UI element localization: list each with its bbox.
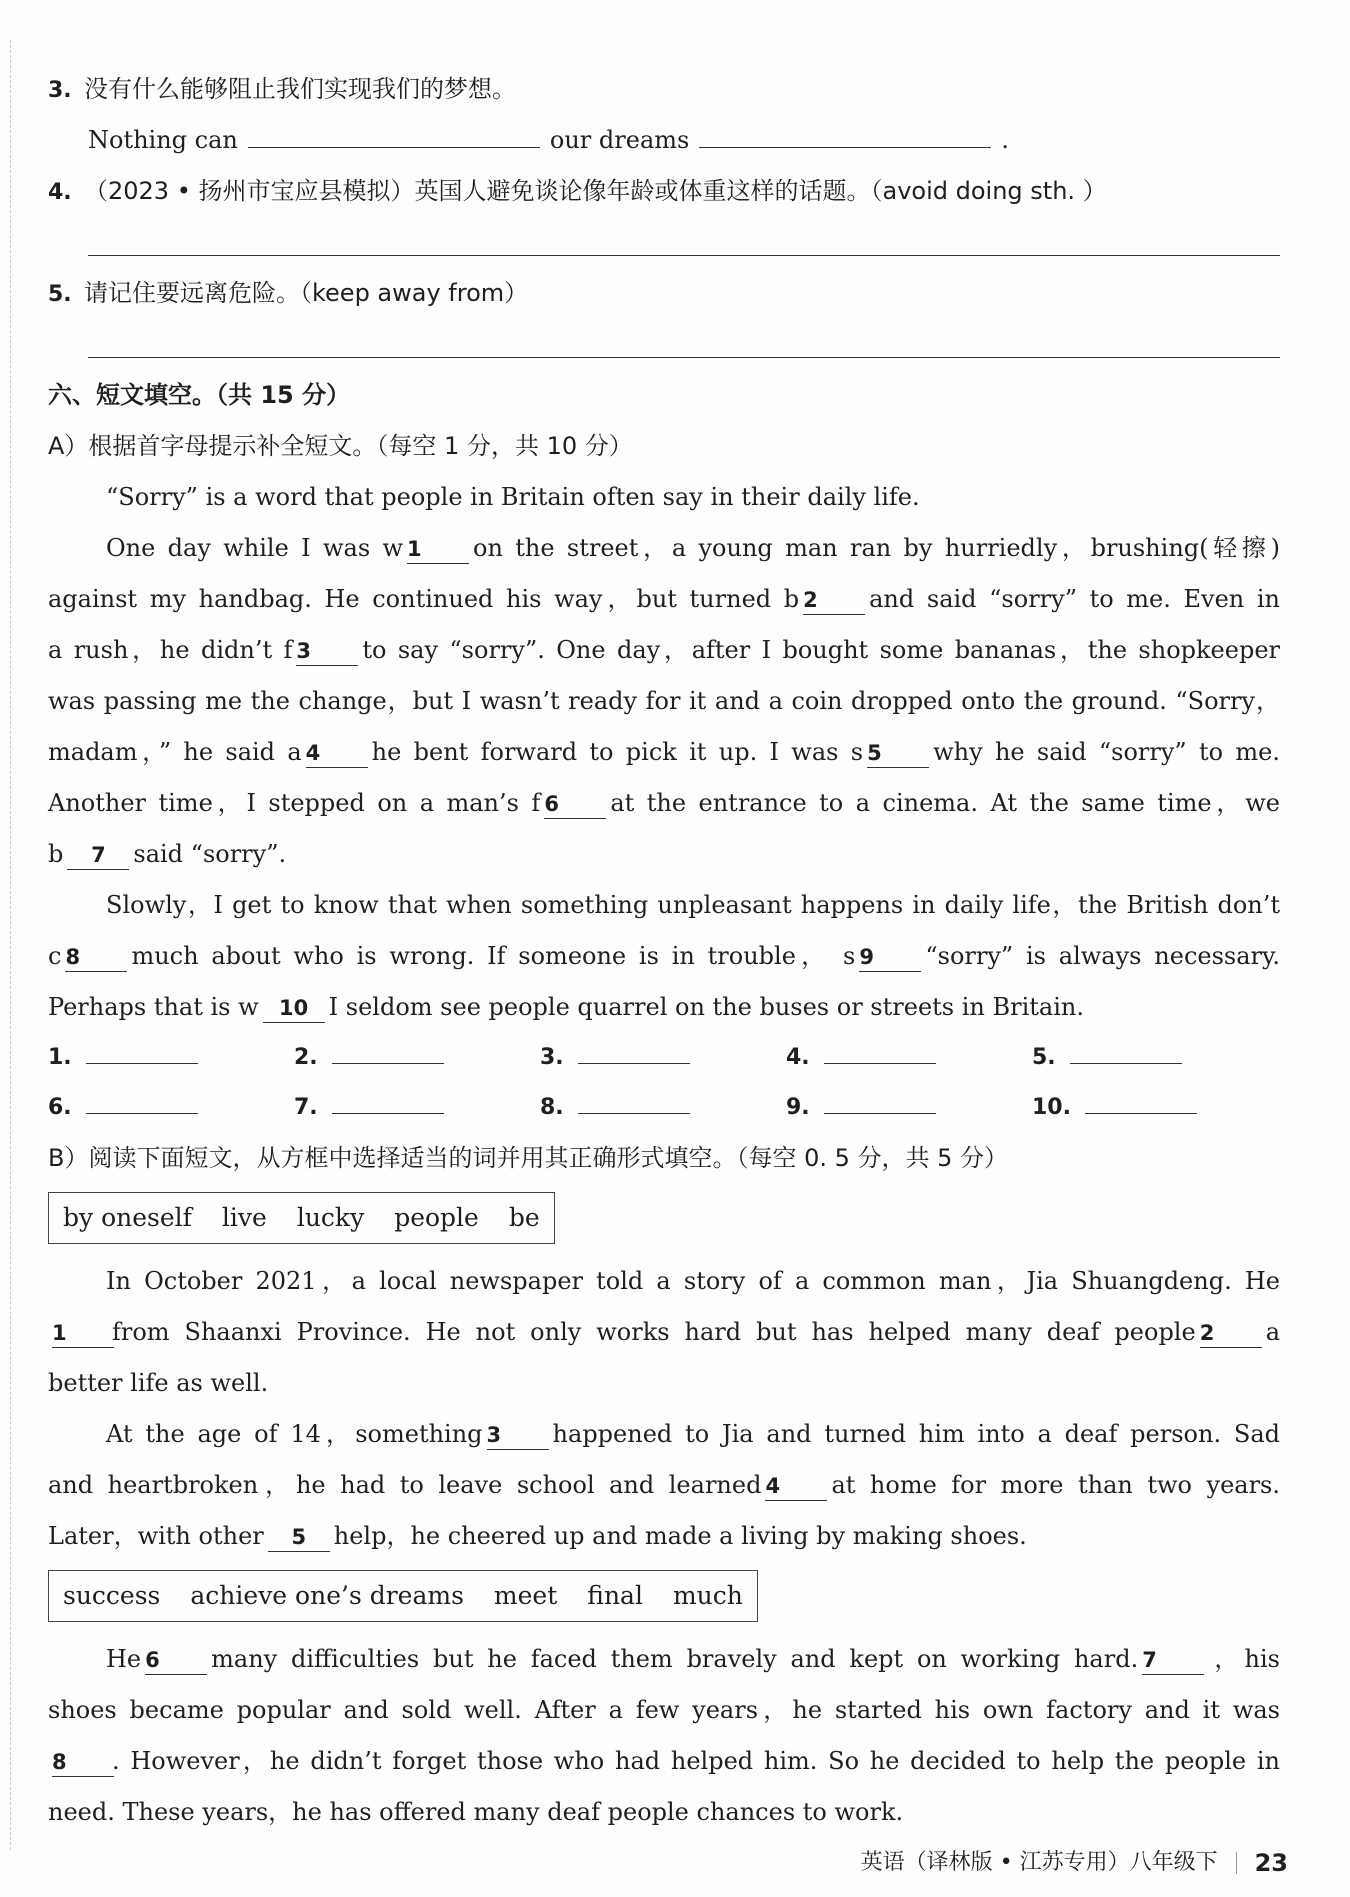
word-option: by oneself [63, 1203, 192, 1232]
gap-1[interactable]: 1 [407, 535, 469, 564]
question-4: 4. （2023 • 扬州市宝应县模拟）英国人避免谈论像年龄或体重这样的话题。（avoid doing sth. ） [48, 177, 1107, 205]
passage-b-line: and heartbroken，he had to leave school and learned 4 at home for more than two years. [48, 1471, 1280, 1499]
passage-b-line: He 6 many difficulties but he faced them bravely and kept on working hard. 7 ，his [106, 1645, 1281, 1673]
answer-slot[interactable]: 8. [540, 1083, 786, 1133]
gap-b8[interactable]: 8 [52, 1748, 114, 1777]
answer-slot[interactable]: 4. [786, 1033, 1032, 1083]
gap-9[interactable]: 9 [859, 943, 921, 972]
page-footer [861, 1845, 1288, 1881]
gap-b2[interactable]: 2 [1200, 1319, 1262, 1348]
passage-a-line: b 7 said “sorry”. [48, 840, 287, 868]
passage-a-line: madam，” he said a 4 he bent forward to pick it up. I was s 5 why he said “sorry” to me. [48, 738, 1280, 766]
gap-4[interactable]: 4 [306, 739, 368, 768]
passage-b-line: In October 2021，a local newspaper told a story of a common man，Jia Shuangdeng. He [106, 1267, 1280, 1295]
question-number: 3. [48, 78, 72, 103]
passage-b-line: 1 from Shaanxi Province. He not only works hard but has helped many deaf people 2 a [52, 1318, 1280, 1346]
word-option: lucky [296, 1203, 365, 1232]
gap-b6[interactable]: 6 [145, 1646, 207, 1675]
gap-6[interactable]: 6 [544, 790, 606, 819]
word-option: final [587, 1581, 643, 1610]
question-3-english: Nothing can our dreams . [48, 115, 1280, 166]
footer-divider [1236, 1852, 1237, 1874]
word-option: people [394, 1203, 479, 1232]
gap-b1[interactable]: 1 [52, 1319, 114, 1348]
passage-a-line: c 8 much about who is wrong. If someone is in trouble， s 9 “sorry” is always necessary. [48, 942, 1280, 970]
content [48, 64, 1280, 1838]
passage-a-line: One day while I was w 1 on the street，a young man ran by hurriedly，brushing(轻擦) [106, 534, 1281, 562]
passage-a-intro: “Sorry” is a word that people in Britain often say in their daily life. [106, 483, 920, 511]
answer-slot[interactable]: 7. [294, 1083, 540, 1133]
question-3-chinese: 没有什么能够阻止我们实现我们的梦想。 [84, 75, 516, 103]
word-option: be [508, 1203, 540, 1232]
gap-b7[interactable]: 7 [1142, 1646, 1204, 1675]
passage-b-line: Later，with other 5 help，he cheered up and made a living by making shoes. [48, 1522, 1027, 1550]
passage-b-line: need. These years，he has offered many deaf people chances to work. [48, 1798, 904, 1826]
passage-b-line: better life as well. [48, 1369, 269, 1397]
answer-slot[interactable]: 3. [540, 1033, 786, 1083]
passage-a-line: Another time，I stepped on a man’s f 6 at the entrance to a cinema. At the same time，we [48, 789, 1281, 817]
answer-slot[interactable]: 9. [786, 1083, 1032, 1133]
answer-line[interactable] [48, 319, 1280, 370]
gap-b5[interactable]: 5 [268, 1523, 330, 1552]
part-a-instructions: A）根据首字母提示补全短文。（每空 1 分，共 10 分） [48, 432, 633, 460]
question-5: 5. 请记住要远离危险。（keep away from） [48, 279, 529, 307]
answer-grid-row [48, 1083, 1280, 1133]
gap-2[interactable]: 2 [803, 586, 865, 615]
word-option: success [63, 1581, 161, 1610]
binding-margin-line [10, 40, 11, 1850]
answer-grid-row [48, 1033, 1280, 1083]
part-b-instructions: B）阅读下面短文，从方框中选择适当的词并用其正确形式填空。（每空 0. 5 分，共 5 分） [48, 1144, 1009, 1172]
gap-8[interactable]: 8 [65, 943, 127, 972]
passage-a-line: a rush，he didn’t f 3 to say “sorry”. One day，after I bought some bananas，the shopkeeper [48, 636, 1280, 664]
section-title: 六、短文填空。（共 15 分） [48, 381, 351, 409]
gap-10[interactable]: 10 [263, 994, 325, 1023]
answer-slot[interactable]: 5. [1032, 1033, 1278, 1083]
answer-slot[interactable]: 1. [48, 1033, 294, 1083]
gap-b4[interactable]: 4 [765, 1472, 827, 1501]
book-title: 英语（译林版 • 江苏专用）八年级下 [860, 1850, 1218, 1875]
passage-a-line: Slowly，I get to know that when something unpleasant happens in daily life，the British don’t [106, 891, 1280, 919]
passage-b-line: At the age of 14，something 3 happened to Jia and turned him into a deaf person. Sad [106, 1420, 1280, 1448]
word-option: meet [493, 1581, 558, 1610]
passage-a-line: against my handbag. He continued his way，but turned b 2 and said “sorry” to me. Even in [48, 585, 1280, 613]
answer-slot[interactable]: 10. [1032, 1083, 1278, 1133]
passage-a-line: was passing me the change，but I wasn’t ready for it and a coin dropped onto the ground. “Sorry， [48, 687, 1280, 715]
gap-7[interactable]: 7 [67, 841, 129, 870]
answer-blank[interactable] [248, 117, 540, 148]
word-box [48, 1192, 555, 1244]
gap-b3[interactable]: 3 [487, 1421, 549, 1450]
word-option: live [221, 1203, 267, 1232]
answer-line[interactable] [48, 217, 1280, 268]
passage-a-line: Perhaps that is w 10 I seldom see people quarrel on the buses or streets in Britain. [48, 993, 1084, 1021]
word-option: achieve one’s dreams [190, 1581, 464, 1610]
answer-blank[interactable] [699, 117, 991, 148]
word-box [48, 1570, 758, 1622]
word-option: much [672, 1581, 743, 1610]
answer-slot[interactable]: 2. [294, 1033, 540, 1083]
page-number: 23 [1254, 1849, 1288, 1877]
passage-b-line: shoes became popular and sold well. After a few years，he started his own factory and it was [48, 1696, 1280, 1724]
question-3 [48, 64, 1280, 115]
answer-slot[interactable]: 6. [48, 1083, 294, 1133]
passage-b-line: 8 . However，he didn’t forget those who had helped him. So he decided to help the people in [52, 1747, 1280, 1775]
gap-3[interactable]: 3 [296, 637, 358, 666]
gap-5[interactable]: 5 [867, 739, 929, 768]
